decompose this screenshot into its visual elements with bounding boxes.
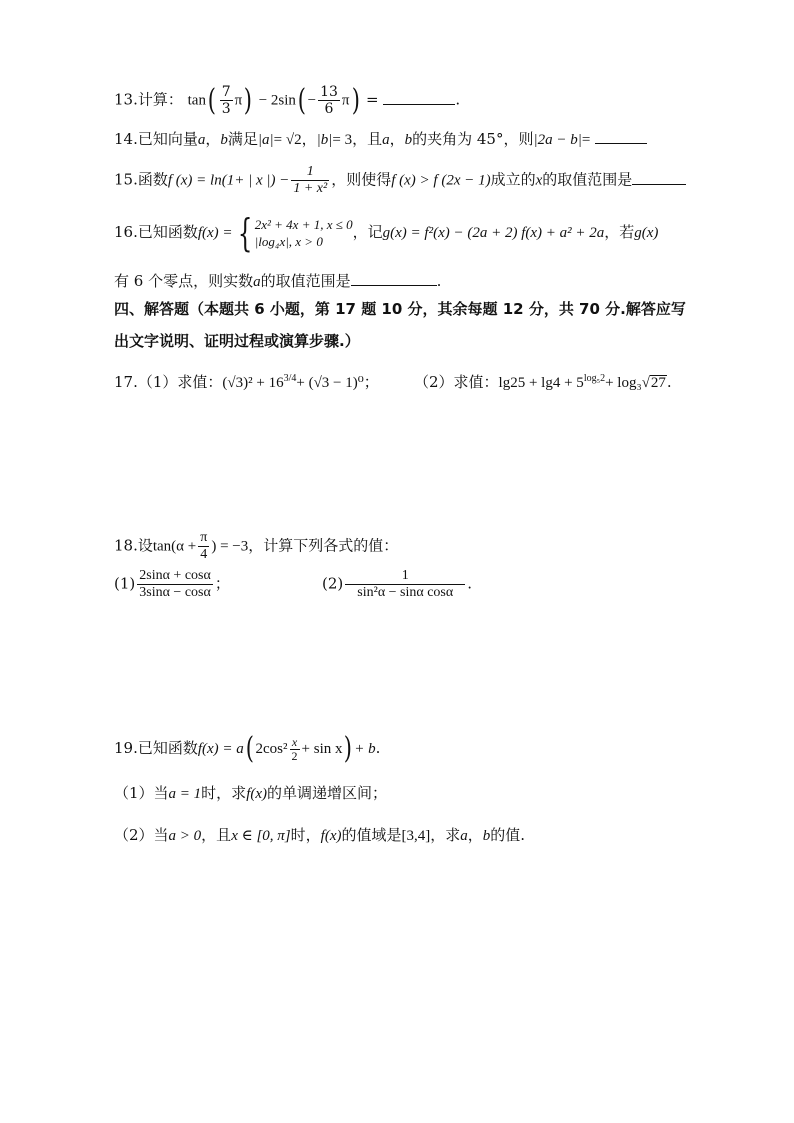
q17-part2-label: （2）求值：: [414, 373, 499, 391]
question-18-part2: [322, 568, 472, 601]
q14-abs-a: |a|: [257, 132, 274, 148]
q19-p2-f: f(x): [320, 828, 342, 844]
question-16-line2: [114, 270, 441, 293]
q14-answer-blank[interactable]: [595, 129, 647, 144]
q19-p1-label: （1）当: [114, 784, 169, 802]
q18-p2-frac: $\frac{1}{\text{sin²α − sinα cosα}}$: [345, 568, 465, 601]
q16-a: a: [253, 274, 261, 290]
q14-comma3: ，: [389, 130, 405, 148]
q15-text2: 成立的: [490, 170, 536, 189]
q19-p2-label: （2）当: [114, 826, 169, 844]
q14-abs-b-var: b: [320, 132, 329, 148]
q14-cond1: = √2: [273, 132, 302, 148]
q19-end: .: [375, 739, 381, 757]
q13-frac1: $\frac{7}{3}$: [221, 84, 231, 117]
question-18-part1: [114, 568, 230, 601]
q18-semi: ；: [214, 574, 230, 593]
q19-p2-text: ，且: [201, 826, 232, 844]
q19-p2-range: [3,4]: [401, 828, 431, 844]
q18-text: ，计算下列各式的值：: [248, 536, 399, 555]
q13-minus: −: [307, 92, 317, 109]
question-13: [114, 84, 460, 117]
q19-label: 19.已知函数: [114, 739, 198, 757]
question-19-part2: [114, 824, 525, 847]
q14-expr: 2a − b: [537, 132, 578, 148]
q19-p1-text2: 的单调递增区间；: [267, 784, 388, 802]
q14-text1: 满足: [227, 130, 258, 148]
q16-f-lhs: f(x) =: [197, 225, 233, 241]
question-15: [114, 164, 686, 197]
q17-label: 17.（1）求值：: [114, 373, 223, 391]
q13-paren-open2: (: [297, 82, 306, 118]
q14-abs-a-var: a: [262, 132, 270, 148]
q19-p2-b: b: [482, 828, 491, 844]
q17-semi: ；: [363, 373, 379, 391]
q15-x: x: [535, 172, 543, 189]
q15-text3: 的取值范围是: [542, 170, 633, 189]
q19-plus-b: + b: [354, 741, 376, 757]
q14-text3: 的夹角为 45°，则: [412, 130, 534, 148]
q16-answer-blank[interactable]: [351, 271, 437, 286]
q14-cond2: = 3: [332, 132, 353, 148]
q18-label: 18.设: [114, 536, 153, 555]
q15-frac: $\frac{1}{\text{1 + x²}}$: [293, 164, 328, 196]
q19-inner: 2cos²: [255, 741, 288, 757]
q13-paren-close: ): [243, 82, 253, 118]
q15-f-lhs: f (x) = ln(1+ | x |) −: [167, 172, 290, 189]
q19-p2-text2: 时，: [290, 826, 321, 844]
q19-p2-cond: a > 0: [168, 828, 202, 844]
q14-abs-expr: |2a − b|: [533, 132, 582, 148]
q19-p2-dom: x ∈ [0, π]: [231, 828, 291, 844]
q13-answer-blank[interactable]: [383, 90, 455, 105]
q17-expr1b: + (√3 − 1)⁰: [296, 375, 364, 391]
q19-p2-a: a: [460, 828, 468, 844]
q14-text2: ，且: [352, 130, 383, 148]
q19-inner2: + sin x: [301, 741, 343, 757]
question-16: [114, 211, 659, 255]
q16-line2b: 的取值范围是: [260, 272, 351, 290]
q17-expr2b: + log₃: [605, 375, 642, 391]
q19-p2-text3: 的值域是: [341, 826, 402, 844]
question-17-part2: [414, 368, 672, 394]
q16-text2: ，若: [604, 223, 635, 241]
q18-pi-frac: $\frac{\pi}{4}$: [200, 530, 208, 562]
q14-vec-b2: b: [404, 132, 413, 148]
q18-tan-rhs: ) = −3: [211, 538, 249, 555]
q14-abs-b: |b|: [316, 132, 333, 148]
q19-paren-close: ): [344, 731, 353, 766]
question-14: [114, 128, 647, 151]
q19-p1-cond: a = 1: [168, 786, 202, 802]
section-heading-line1: 四、解答题（本题共 6 小题，第 17 题 10 分，其余每题 12 分，共 70 分.解答应写: [114, 300, 686, 318]
q18-tan-expr: tan(α +: [152, 538, 197, 555]
q18-p2-label: (2): [322, 574, 344, 593]
q15-label: 15.函数: [114, 170, 168, 189]
question-19-part1: [114, 782, 387, 805]
q17-exp1: 3/4: [283, 373, 297, 384]
q17-sqrt: √27: [641, 375, 666, 391]
q13-sin: − 2sin: [258, 92, 296, 109]
q17-end: .: [666, 373, 672, 391]
q16-piece1: 2x² + 4x + 1, x ≤ 0: [254, 217, 353, 232]
q19-p2-text4: ，求: [430, 826, 461, 844]
q16-end: .: [436, 272, 442, 290]
q14-comma1: ，: [205, 130, 221, 148]
q13-pi1: π: [234, 92, 243, 109]
q14-vec-b: b: [220, 132, 228, 148]
q19-p2-sep: ，: [467, 826, 483, 844]
q16-g: g(x): [634, 225, 659, 241]
question-19: [114, 731, 381, 766]
q14-comma2: ，: [301, 130, 317, 148]
q13-eq: =: [366, 90, 379, 109]
q13-end: .: [455, 90, 461, 109]
q13-paren-close2: ): [351, 82, 360, 118]
q16-piece2: |log₄x|, x > 0: [254, 234, 323, 249]
q16-g-def: g(x) = f²(x) − (2a + 2) f(x) + a² + 2a: [382, 225, 605, 241]
q14-vec-a: a: [197, 132, 206, 148]
q16-label: 16.已知函数: [114, 223, 198, 241]
q19-frac: $\frac{x}{2}$: [291, 734, 298, 763]
q17-expr1: (√3)² + 16: [222, 375, 284, 391]
q16-line2a: 有 6 个零点，则实数: [114, 272, 254, 290]
q17-sqrt27: 27: [650, 375, 666, 391]
q18-end: .: [467, 574, 473, 593]
q15-ineq: f (x) > f (2x − 1): [391, 172, 491, 189]
q19-p1-text: 时，求: [201, 784, 247, 802]
q14-eq: =: [581, 132, 591, 148]
q15-text1: ，则使得: [331, 170, 392, 189]
q16-text1: ，记: [352, 223, 383, 241]
q19-p1-f: f(x): [246, 786, 268, 802]
q17-exp2: log₅2: [583, 373, 606, 384]
q14-label: 14.已知向量: [114, 130, 198, 148]
question-18: [114, 530, 398, 563]
question-17: [114, 368, 379, 394]
q13-label: 13.计算：: [114, 90, 183, 109]
q13-frac2: $\frac{13}{6}$: [320, 84, 338, 117]
q16-pieces: [255, 216, 353, 250]
q16-brace: {: [237, 211, 252, 255]
q17-expr2: lg25 + lg4 + 5: [498, 375, 584, 391]
q18-p1-frac: $\frac{2\sin\alpha + \cos\alpha}{3\sin\alpha - \cos\alpha}$: [139, 568, 211, 600]
section-heading-line2: 出文字说明、证明过程或演算步骤.）: [114, 332, 360, 350]
q13-tan: tan: [187, 92, 206, 109]
q13-pi2: π: [341, 92, 350, 109]
q18-p1-label: (1): [114, 574, 136, 593]
q19-paren-open: (: [245, 731, 254, 766]
q19-f-lhs: f(x) = a: [197, 741, 244, 757]
q19-p2-text5: 的值.: [490, 826, 526, 844]
q15-answer-blank[interactable]: [632, 170, 686, 185]
q13-paren-open: (: [207, 82, 216, 118]
q14-vec-a2: a: [382, 132, 390, 148]
